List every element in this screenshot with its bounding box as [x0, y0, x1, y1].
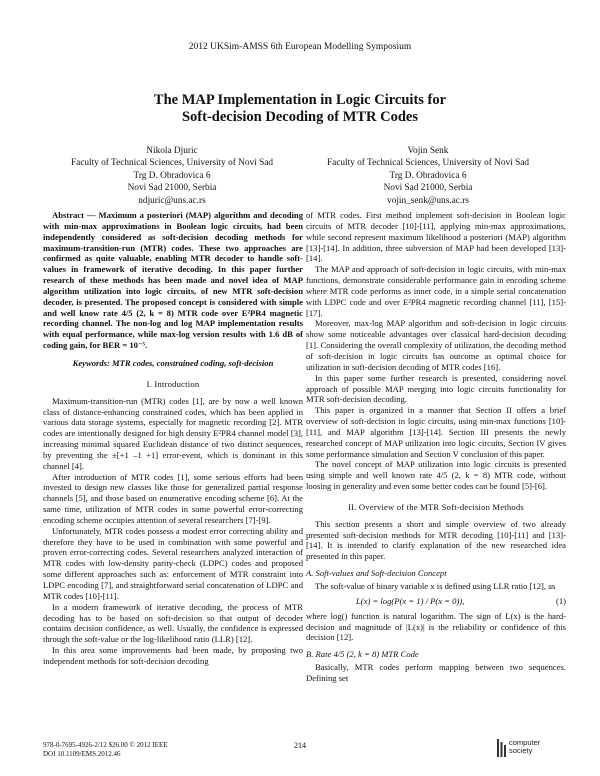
equation-text: L(x) = log(P(x = 1) / P(x = 0)),: [356, 595, 465, 606]
paper-title: [0, 92, 600, 126]
paragraph: In a modern framework of iterative decoding, the process of MTR decoding has to be based on soft-decision so that output of decoder contains decision confidence, as well. Usually, the confidence is expressed through the soft-value or the log-likelihood ratio (LLR) [12].: [43, 601, 303, 645]
paragraph: In this paper some further research is presented, considering novel approach of possible MAP merging into logic circuits functionality for MTR soft-decision decoding.: [306, 372, 566, 405]
paragraph: In this area some improvements had been made, by proposing two independent methods for soft-decision decoding: [43, 645, 303, 666]
footer-doi: DOI 10.1109/EMS.2012.46: [43, 750, 121, 758]
author-city: Novi Sad 21000, Serbia: [383, 183, 473, 194]
author-block-1: [42, 145, 302, 207]
logo-text: [509, 739, 540, 755]
title-line-2: Soft-decision Decoding of MTR Codes: [181, 109, 419, 125]
section-heading-introduction: I. Introduction: [146, 378, 200, 389]
equation-number: (1): [555, 595, 566, 606]
paragraph: Unfortunately, MTR codes possess a modest error correcting ability and therefore they have to be used in combination with some powerful and proven error-correcting codes. Several researchers analyzed interaction of MTR codes with low-density parity-check (LDPC) codes and proposed some different approaches such as: enforcement of MTR constraint into LDPC encoding [7], and straightforward serial concatenation of LDPC and MTR codes [10]-[11].: [43, 525, 303, 601]
paragraph: Basically, MTR codes perform mapping between two sequences. Defining set: [306, 662, 566, 683]
paragraph: This section presents a short and simple overview of two already presented soft-decision methods for MTR decoding [10]-[11] and [13]-[14]. It is intended to clarify explanation of the new researched idea presented in this paper.: [306, 518, 566, 562]
paragraph: The MAP and approach of soft-decision in logic circuits, with min-max functions, demonstrate considerable performance gain in encoding scheme where MTR code performs as inner code, in a simple serial concatenation with LDPC code and over E²PR4 magnetic recording channel [11], [15]-[17].: [306, 264, 566, 318]
paragraph: of MTR codes. First method implement soft-decision in Boolean logic circuits of MTR decoder [10]-[11], applying min-max approximations, while second represent maximum likelihood a posteriori (MAP) algorithm [13]-[14]. In addition, three subversion of MAP had been developed [13]-[14].: [306, 210, 566, 264]
author-name: Vojin Senk: [407, 146, 449, 156]
author-name: Nikola Djuric: [146, 146, 198, 156]
computer-society-logo: [497, 737, 557, 759]
paragraph: where log() function is natural logarithm. The sign of L(x) is the hard-decision and magnitude of |L(x)| is the reliability or confidence of this decision [12].: [306, 610, 566, 643]
equation-1: [306, 592, 566, 611]
author-street: Trg D. Obradovica 6: [389, 170, 467, 181]
logo-line-2: society: [509, 746, 533, 755]
right-column: [306, 210, 566, 684]
page-number: 214: [294, 741, 306, 750]
author-block-2: [298, 145, 558, 207]
paragraph: Maximum-transition-run (MTR) codes [1], are by now a well known class of distance-enhancing constrained codes, which has been applied in various data storage systems, especially for magnetic recording [2]. MTR codes are intentionally designed for high density E²PR4 channel model [3], increasing minimal squared Euclidean distance of two distinct sequences, by preventing the ±[+1 –1 +1] error-event, which is dominant in this channel [4].: [43, 395, 303, 471]
paragraph: Moreover, max-log MAP algorithm and soft-decision in logic circuits show some noticeable advantages over classical hard-decision decoding [1]. Considering the overall complexity of utilization, the decoding method of soft-decision in logic circuits has outcome as optimal choice for utilization in soft-decision decoding of MTR codes [16].: [306, 318, 566, 372]
subsection-heading-a: A. Soft-values and Soft-decision Concept: [306, 568, 447, 579]
author-street: Trg D. Obradovica 6: [133, 170, 211, 181]
logo-line-1: computer: [509, 738, 541, 747]
author-affiliation: Faculty of Technical Sciences, University of Novi Sad: [326, 158, 530, 169]
keywords: Keywords: MTR codes, constrained coding, soft-decision: [72, 357, 274, 368]
paragraph: The soft-value of binary variable x is defined using LLR ratio [12], as: [315, 581, 556, 591]
author-affiliation: Faculty of Technical Sciences, University of Novi Sad: [70, 158, 274, 169]
author-city: Novi Sad 21000, Serbia: [127, 183, 217, 194]
left-column: [43, 210, 303, 667]
section-heading-overview: II. Overview of the MTR Soft-decision Methods: [348, 501, 524, 512]
abstract: Abstract — Maximum a posteriori (MAP) algorithm and decoding with min-max approximations in Boolean logic circuits, had been independently considered as soft-decision decoding methods for maximum-transition-run (MTR) codes. These two approaches are confirmed as quite valuable, enabling MTR decoder to handle soft-values in framework of iterative decoding. In this paper further research of these methods has been made and novel idea of MAP algorithm utilization into logic circuits, of new MTR soft-decision decoder, is presented. The proposed concept is considered with simple and well know rate 4/5 (2, k = 8) MTR code over E²PR4 magnetic recording channel. The non-log and log MAP implementation results with equal performance, while max-log version results with 1.6 dB of coding gain, for BER = 10⁻⁵.: [43, 210, 303, 351]
subsection-heading-b: B. Rate 4/5 (2, k = 8) MTR Code: [306, 649, 419, 660]
paragraph: After introduction of MTR codes [1], some serious efforts had been invested to design new classes like those for generalized partial response channels [5], and those based on enumerative encoding scheme [6]. At the same time, utilization of MTR codes in some powerful error-correcting encoding scheme occupies attention of several researchers [7]-[9].: [43, 471, 303, 525]
conference-header: 2012 UKSim-AMSS 6th European Modelling Symposium: [188, 42, 412, 52]
footer-isbn: 978-0-7695-4926-2/12 $26.00 © 2012 IEEE: [43, 741, 168, 749]
computer-society-icon: [497, 739, 506, 757]
author-email[interactable]: vojin_senk@uns.ac.rs: [387, 195, 469, 206]
title-line-1: The MAP Implementation in Logic Circuits for: [153, 92, 447, 108]
paragraph: The novel concept of MAP utilization into logic circuits is presented using simple and well known rate 4/5 (2, k = 8) MTR code, without loosing in generality and even some better codes can be found [5]-[6].: [306, 459, 566, 492]
paragraph: This paper is organized in a manner that Section II offers a brief overview of soft-decision in logic circuits, using min-max functions [10]-[11], and MAP algorithm [13]-[14]. Section III presents the newly researched concept of MAP utilization into logic circuits, Section IV gives some performance simulation and Section V conclusion of this paper.: [306, 405, 566, 459]
author-email[interactable]: ndjuric@uns.ac.rs: [138, 195, 206, 206]
